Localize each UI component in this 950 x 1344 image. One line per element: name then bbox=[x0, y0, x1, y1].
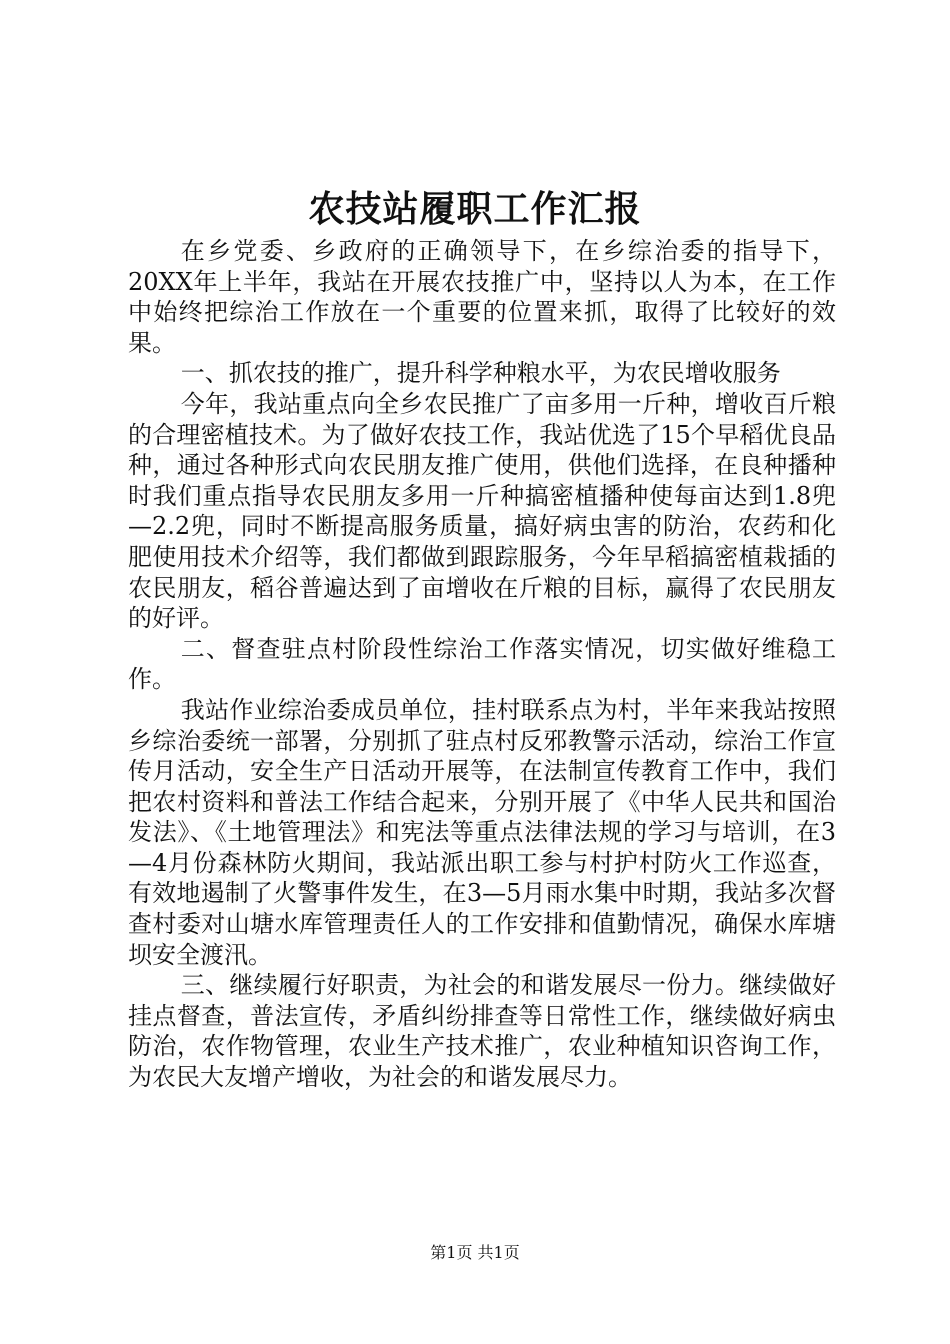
paragraph-section-3: 三、继续履行好职责，为社会的和谐发展尽一份力。继续做好挂点督查，普法宣传，矛盾纠纷排查等日常性工作，继续做好病虫防治，农作物管理，农业生产技术推广，农业种植知识咨询工作，为农民大友增产增收，为社会的和谐发展尽力。 bbox=[128, 971, 836, 1092]
document-title: 农技站履职工作汇报 bbox=[308, 188, 642, 230]
page-footer: 第1页 共1页 bbox=[430, 1243, 520, 1262]
paragraph-section-2: 我站作业综治委成员单位，挂村联系点为村，半年来我站按照乡综治委统一部署，分别抓了驻点村反邪教警示活动，综治工作宣传月活动，安全生产日活动开展等，在法制宣传教育工作中，我们把农村资料和普法工作结合起来，分别开展了《中华人民共和国治发法》、《土地管理法》和宪法等重点法律法规的学习与培训，在3—4月份森林防火期间，我站派出职工参与村护村防火工作巡查，有效地遏制了火警事件发生，在3—5月雨水集中时期，我站多次督查村委对山塘水库管理责任人的工作安排和值勤情况，确保水库塘坝安全渡汛。 bbox=[128, 695, 836, 969]
section-heading-1: 一、抓农技的推广，提升科学种粮水平，为农民增收服务 bbox=[180, 359, 781, 388]
section-heading-2: 二、督查驻点村阶段性综治工作落实情况，切实做好维稳工作。 bbox=[128, 634, 836, 694]
paragraph-intro: 在乡党委、乡政府的正确领导下，在乡综治委的指导下，20XX年上半年，我站在开展农技推广中，坚持以人为本，在工作中始终把综治工作放在一个重要的位置来抓，取得了比较好的效果。 bbox=[128, 237, 836, 357]
paragraph-section-1: 今年，我站重点向全乡农民推广了亩多用一斤种，增收百斤粮的合理密植技术。为了做好农技工作，我站优选了15个早稻优良品种，通过各种形式向农民朋友推广使用，供他们选择，在良种播种时我们重点指导农民朋友多用一斤种搞密植播种使每亩达到1.8兜—2.2兜，同时不断提高服务质量，搞好病虫害的防治，农药和化肥使用技术介绍等，我们都做到跟踪服务，今年早稻搞密植栽插的农民朋友，稻谷普遍达到了亩增收在斤粮的目标，赢得了农民朋友的好评。 bbox=[128, 389, 836, 633]
document-body bbox=[128, 236, 836, 1093]
